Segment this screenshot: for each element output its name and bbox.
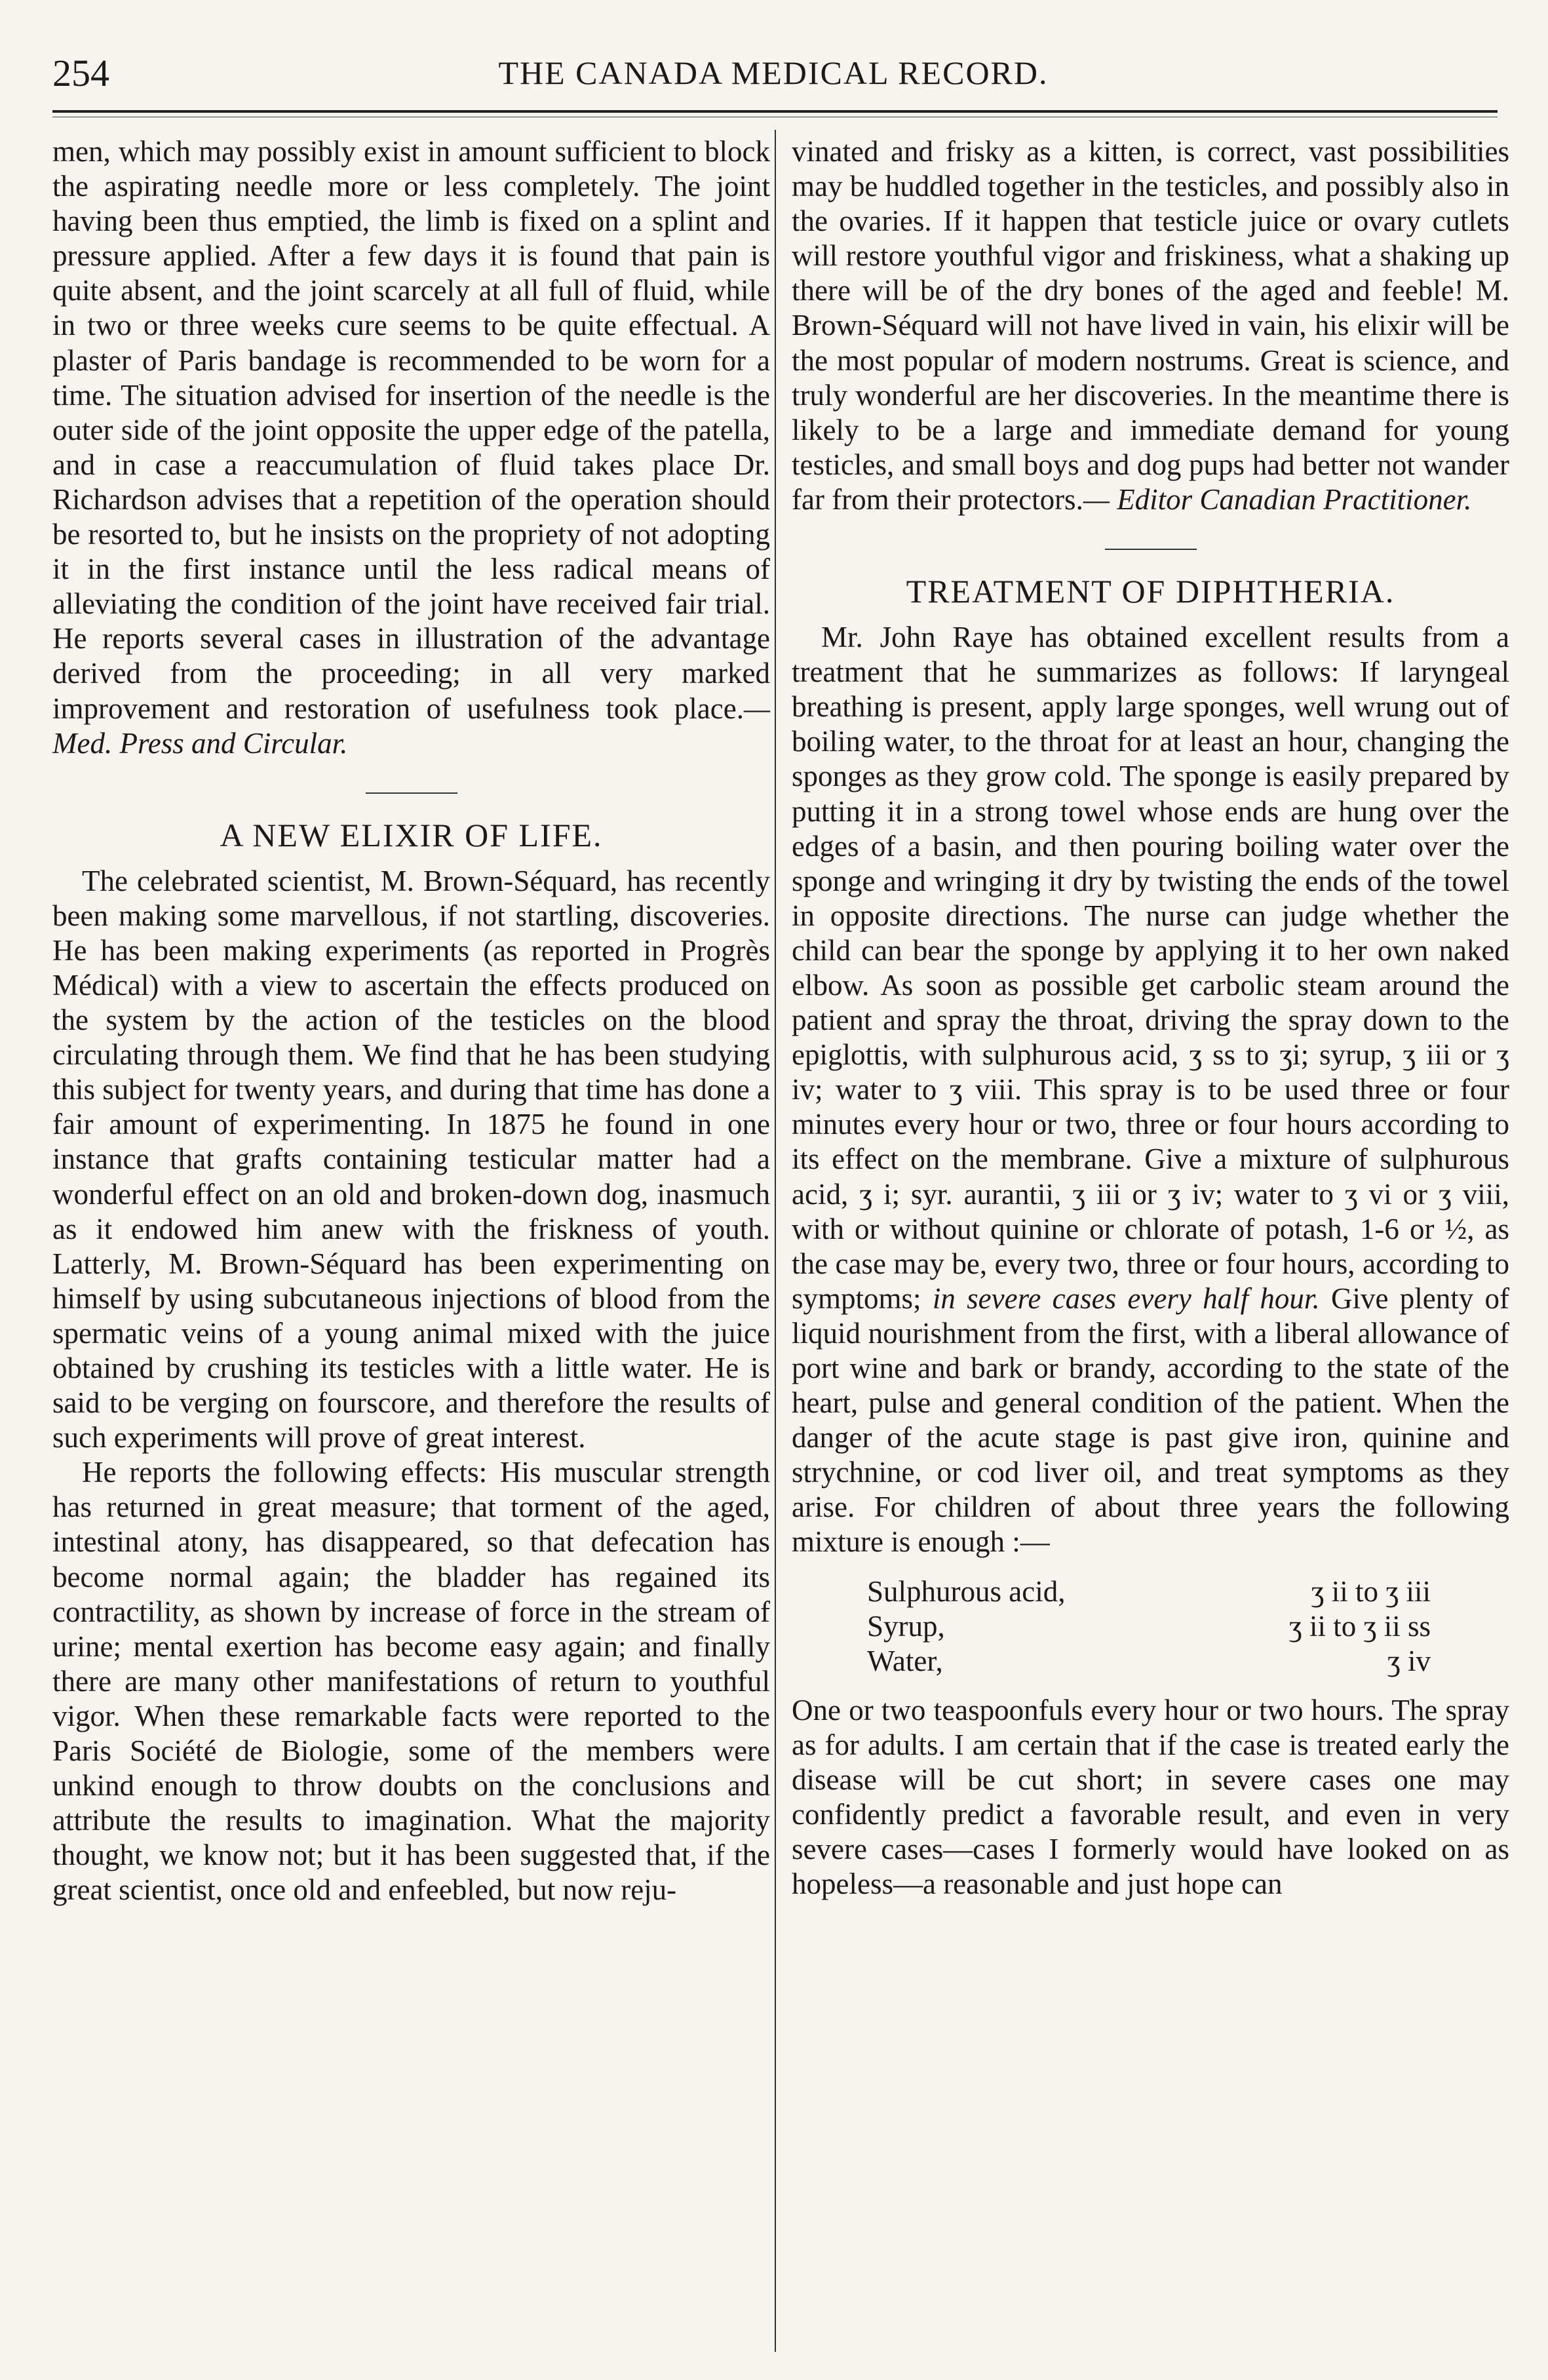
paragraph-text: vinated and frisky as a kitten, is correct, vast possibilities may be huddled together in the testicles, and possibly also in the ovaries. If it happen that testicle juice or ovary cutlets will restore youthful vigor and friskiness, what a shaking up there will be of the dry bones of the aged and feeble! M. Brown-Séquard will not have lived in vain, his elixir will be the most popular of modern nostrums. Great is science, and truly wonderful are her discoveries. In the meantime there is likely to be a large and immediate demand for young testicles, and small boys and dog pups had better not wander far from their protectors. — [792, 135, 1509, 516]
paragraph: One or two teaspoonfuls every hour or two hours. The spray as for adults. I am certain that if the case is treated early the disease will be cut short; in severe cases one may confidently predict a favorable result, and even in very severe cases—cases I formerly would have looked on as hopeless—a reasonable and just hope can — [792, 1693, 1509, 1901]
ingredient-amount: ʒ iv — [1387, 1644, 1431, 1677]
header-rule — [52, 110, 1498, 113]
journal-title: THE CANADA MEDICAL RECORD. — [498, 54, 1049, 91]
article-heading: TREATMENT OF DIPHTHERIA. — [906, 573, 1395, 610]
article-continuation — [792, 134, 1509, 517]
paragraph-text: Give plenty of liquid nourishment from the first, with a liberal allowance of port wine and bark or brandy, according to the state of the heart, pulse and general condition of the patient. When the danger of the acute stage is past give iron, quinine and strychnine, or cod liver oil, and treat symptoms as they arise. For children of about three years the following mixture is enough :— — [792, 1281, 1510, 1559]
ingredient-name: Sulphurous acid, — [867, 1574, 1066, 1608]
dosage-row — [867, 1644, 1431, 1679]
column-divider — [775, 130, 776, 2352]
source-citation: —Med. Press and Circular. — [52, 692, 770, 760]
paragraph-text: men, which may possibly exist in amount sufficient to block the aspirating needle more or less completely. The joint having been thus emptied, the limb is fixed on a splint and pressure applied. After a few days it is found that pain is quite absent, and the joint scarcely at all full of fluid, while in two or three weeks cure seems to be quite effectual. A plaster of Paris bandage is recommended to be worn for a time. The situation advised for insertion of the needle is the outer side of the joint opposite the upper edge of the patella, and in case a reaccumulation of fluid takes place Dr. Richardson advises that a repetition of the operation should be resorted to, but he insists on the propriety of not adopting it in the first instance until the less radical means of alleviating the condition of the joint have received fair trial. He reports several cases in illustration of the advantage derived from the proceeding; in all very marked improvement and restoration of usefulness took place. — [52, 135, 770, 725]
article-heading: A NEW ELIXIR OF LIFE. — [220, 816, 603, 853]
article-continuation — [52, 134, 770, 761]
paragraph-text: Mr. John Raye has obtained excellent results from a treatment that he summarizes as follows: If laryngeal breathing is present, apply large sponges, well wrung out of boiling water, to the throat for at least an hour, changing the sponges as they grow cold. The sponge is easily prepared by putting it in a strong towel whose ends are hung over the edges of a basin, and then pouring boiling water over the sponge and wringing it dry by twisting the ends of the towel in opposite directions. The nurse can judge whether the child can bear the sponge by applying it to her own naked elbow. As soon as possible get carbolic steam around the patient and spray the throat, driving the spray down to the epiglottis, with sulphurous acid, ʒ ss to ʒi; syrup, ʒ iii or ʒ iv; water to ʒ viii. This spray is to be used three or four minutes every hour or two, three or four hours according to its effect on the membrane. Give a mixture of sulphurous acid, ʒ i; syr. aurantii, ʒ iii or ʒ iv; water to ʒ vi or ʒ viii, with or without quinine or chlorate of potash, 1-6 or ½, as the case may be, every two, three or four hours, according to symptoms; — [792, 621, 1509, 1315]
ingredient-amount: ʒ ii to ʒ iii — [1311, 1574, 1431, 1608]
paragraph: He reports the following effects: His muscular strength has returned in great measure; that torment of the aged, intestinal atony, has disappeared, so that defecation has become normal again; the bladder has regained its contractility, as shown by increase of force in the stream of urine; mental exertion has become easy again; and finally there are many other manifestations of return to youthful vigor. When these remarkable facts were reported to the Paris Société de Biologie, some of the members were unkind enough to throw doubts on the conclusions and attribute the results to imagination. What the majority thought, we know not; but it has been suggested that, if the great scientist, once old and enfeebled, but now reju- — [52, 1456, 770, 1907]
source-citation: — Editor Canadian Practitioner. — [1083, 482, 1472, 516]
paragraph — [792, 620, 1509, 1560]
page-number: 254 — [52, 52, 109, 94]
paragraph: The celebrated scientist, M. Brown-Séquard, has recently been making some marvellous, if not startling, discoveries. He has been making experiments (as reported in Progrès Médical) with a view to ascertain the effects produced on the system by the action of the testicles on the blood circulating through them. We find that he has been studying this subject for twenty years, and during that time has done a fair amount of experimenting. In 1875 he found in one instance that grafts containing testicular matter had a wonderful effect on an old and broken-down dog, inasmuch as it endowed him anew with the friskness of youth. Latterly, M. Brown-Séquard has been experimenting on himself by using subcutaneous injections of blood from the spermatic veins of a young animal mixed with the juice obtained by crushing its testicles with a little water. He is said to be verging on fourscore, and therefore the results of such experiments will prove of great interest. — [52, 864, 770, 1454]
dosage-row — [867, 1574, 1431, 1609]
emphasis-text: in severe cases every half hour. — [932, 1281, 1320, 1315]
section-divider — [366, 792, 457, 794]
ingredient-name: Water, — [867, 1644, 943, 1677]
ingredient-amount: ʒ ii to ʒ ii ss — [1288, 1609, 1431, 1643]
section-divider — [1105, 549, 1197, 550]
page-header — [52, 46, 1494, 105]
right-column — [792, 134, 1509, 1902]
ingredient-name: Syrup, — [867, 1609, 945, 1643]
left-column — [52, 134, 770, 1908]
dosage-table — [867, 1574, 1431, 1679]
dosage-row — [867, 1609, 1431, 1644]
